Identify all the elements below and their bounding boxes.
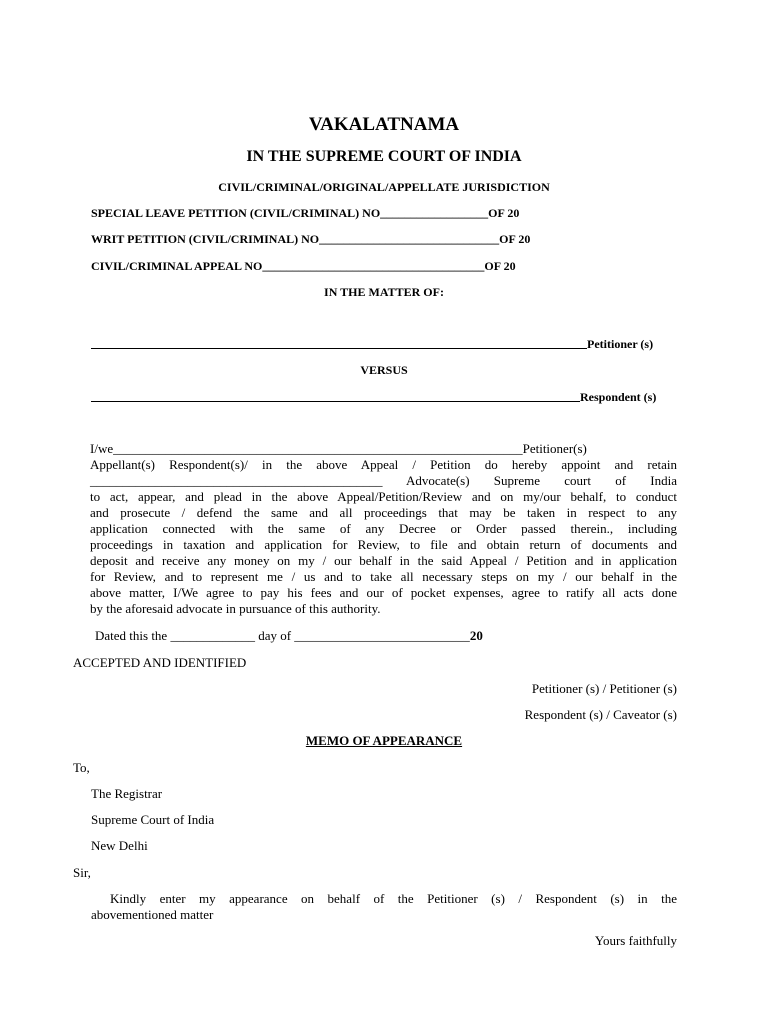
- body-line: I/we_______________________________________________________________Petitioner(s): [90, 441, 587, 456]
- writ-petition-number-line: WRIT PETITION (CIVIL/CRIMINAL) NO______________________________OF 20: [91, 232, 531, 246]
- court-heading: IN THE SUPREME COURT OF INDIA: [246, 148, 522, 165]
- body-line: to act, appear, and plead in the above Appeal/Petition/Review and on my/our behalf, to conduct: [90, 489, 677, 504]
- appeal-number-line: CIVIL/CRIMINAL APPEAL NO_____________________________________OF 20: [91, 259, 516, 273]
- dated-line: [95, 628, 483, 644]
- respondent-signature-line: Respondent (s) / Caveator (s): [524, 707, 677, 722]
- body-line: _____________________________________________ Advocate(s) Supreme court of India: [90, 473, 677, 488]
- petitioner-signature-line: Petitioner (s) / Petitioner (s): [531, 681, 677, 696]
- body-line: by the aforesaid advocate in pursuance of this authority.: [90, 601, 381, 616]
- jurisdiction-heading: CIVIL/CRIMINAL/ORIGINAL/APPELLATE JURISDICTION: [218, 180, 550, 194]
- memo-body-line: Kindly enter my appearance on behalf of the Petitioner (s) / Respondent (s) in the: [110, 891, 677, 906]
- respondent-blank-line: [91, 401, 580, 402]
- body-line: application connected with the same of any Decree or Order passed therein., including: [90, 521, 677, 536]
- slp-number-line: SPECIAL LEAVE PETITION (CIVIL/CRIMINAL) NO__________________OF 20: [91, 206, 520, 220]
- addressee-line: New Delhi: [91, 838, 148, 853]
- accepted-and-identified: ACCEPTED AND IDENTIFIED: [73, 655, 247, 670]
- body-line: above matter, I/We agree to pay his fees and our of pocket expenses, agree to ratify all acts done: [90, 585, 677, 600]
- dated-text: Dated this the _____________ day of ___________________________: [95, 628, 470, 643]
- addressee-line: The Registrar: [91, 786, 163, 801]
- document-title: VAKALATNAMA: [308, 114, 460, 135]
- memo-to: To,: [73, 760, 90, 775]
- body-line: Appellant(s) Respondent(s)/ in the above Appeal / Petition do hereby appoint and retain: [90, 457, 677, 472]
- body-line: proceedings in taxation and application for Review, to file and obtain return of documents and: [90, 537, 677, 552]
- memo-closing: Yours faithfully: [594, 933, 677, 948]
- in-the-matter-of-heading: IN THE MATTER OF:: [324, 285, 444, 299]
- memo-salutation: Sir,: [73, 865, 91, 880]
- memo-body-line: abovementioned matter: [91, 907, 214, 922]
- dated-year: 20: [469, 628, 483, 643]
- body-line: for Review, and to represent me / us and to take all necessary steps on my / our behalf in the: [90, 569, 677, 584]
- body-line: and prosecute / defend the same and all proceedings that may be taken in respect to any: [90, 505, 677, 520]
- versus-heading: VERSUS: [360, 363, 408, 377]
- petitioner-label: Petitioner (s): [587, 337, 654, 351]
- body-line: deposit and receive any money on my / our behalf in the said Appeal / Petition and in application: [90, 553, 677, 568]
- respondent-label: Respondent (s): [580, 390, 657, 404]
- memo-of-appearance-heading: MEMO OF APPEARANCE: [305, 733, 463, 748]
- addressee-line: Supreme Court of India: [91, 812, 215, 827]
- petitioner-blank-line: [91, 348, 587, 349]
